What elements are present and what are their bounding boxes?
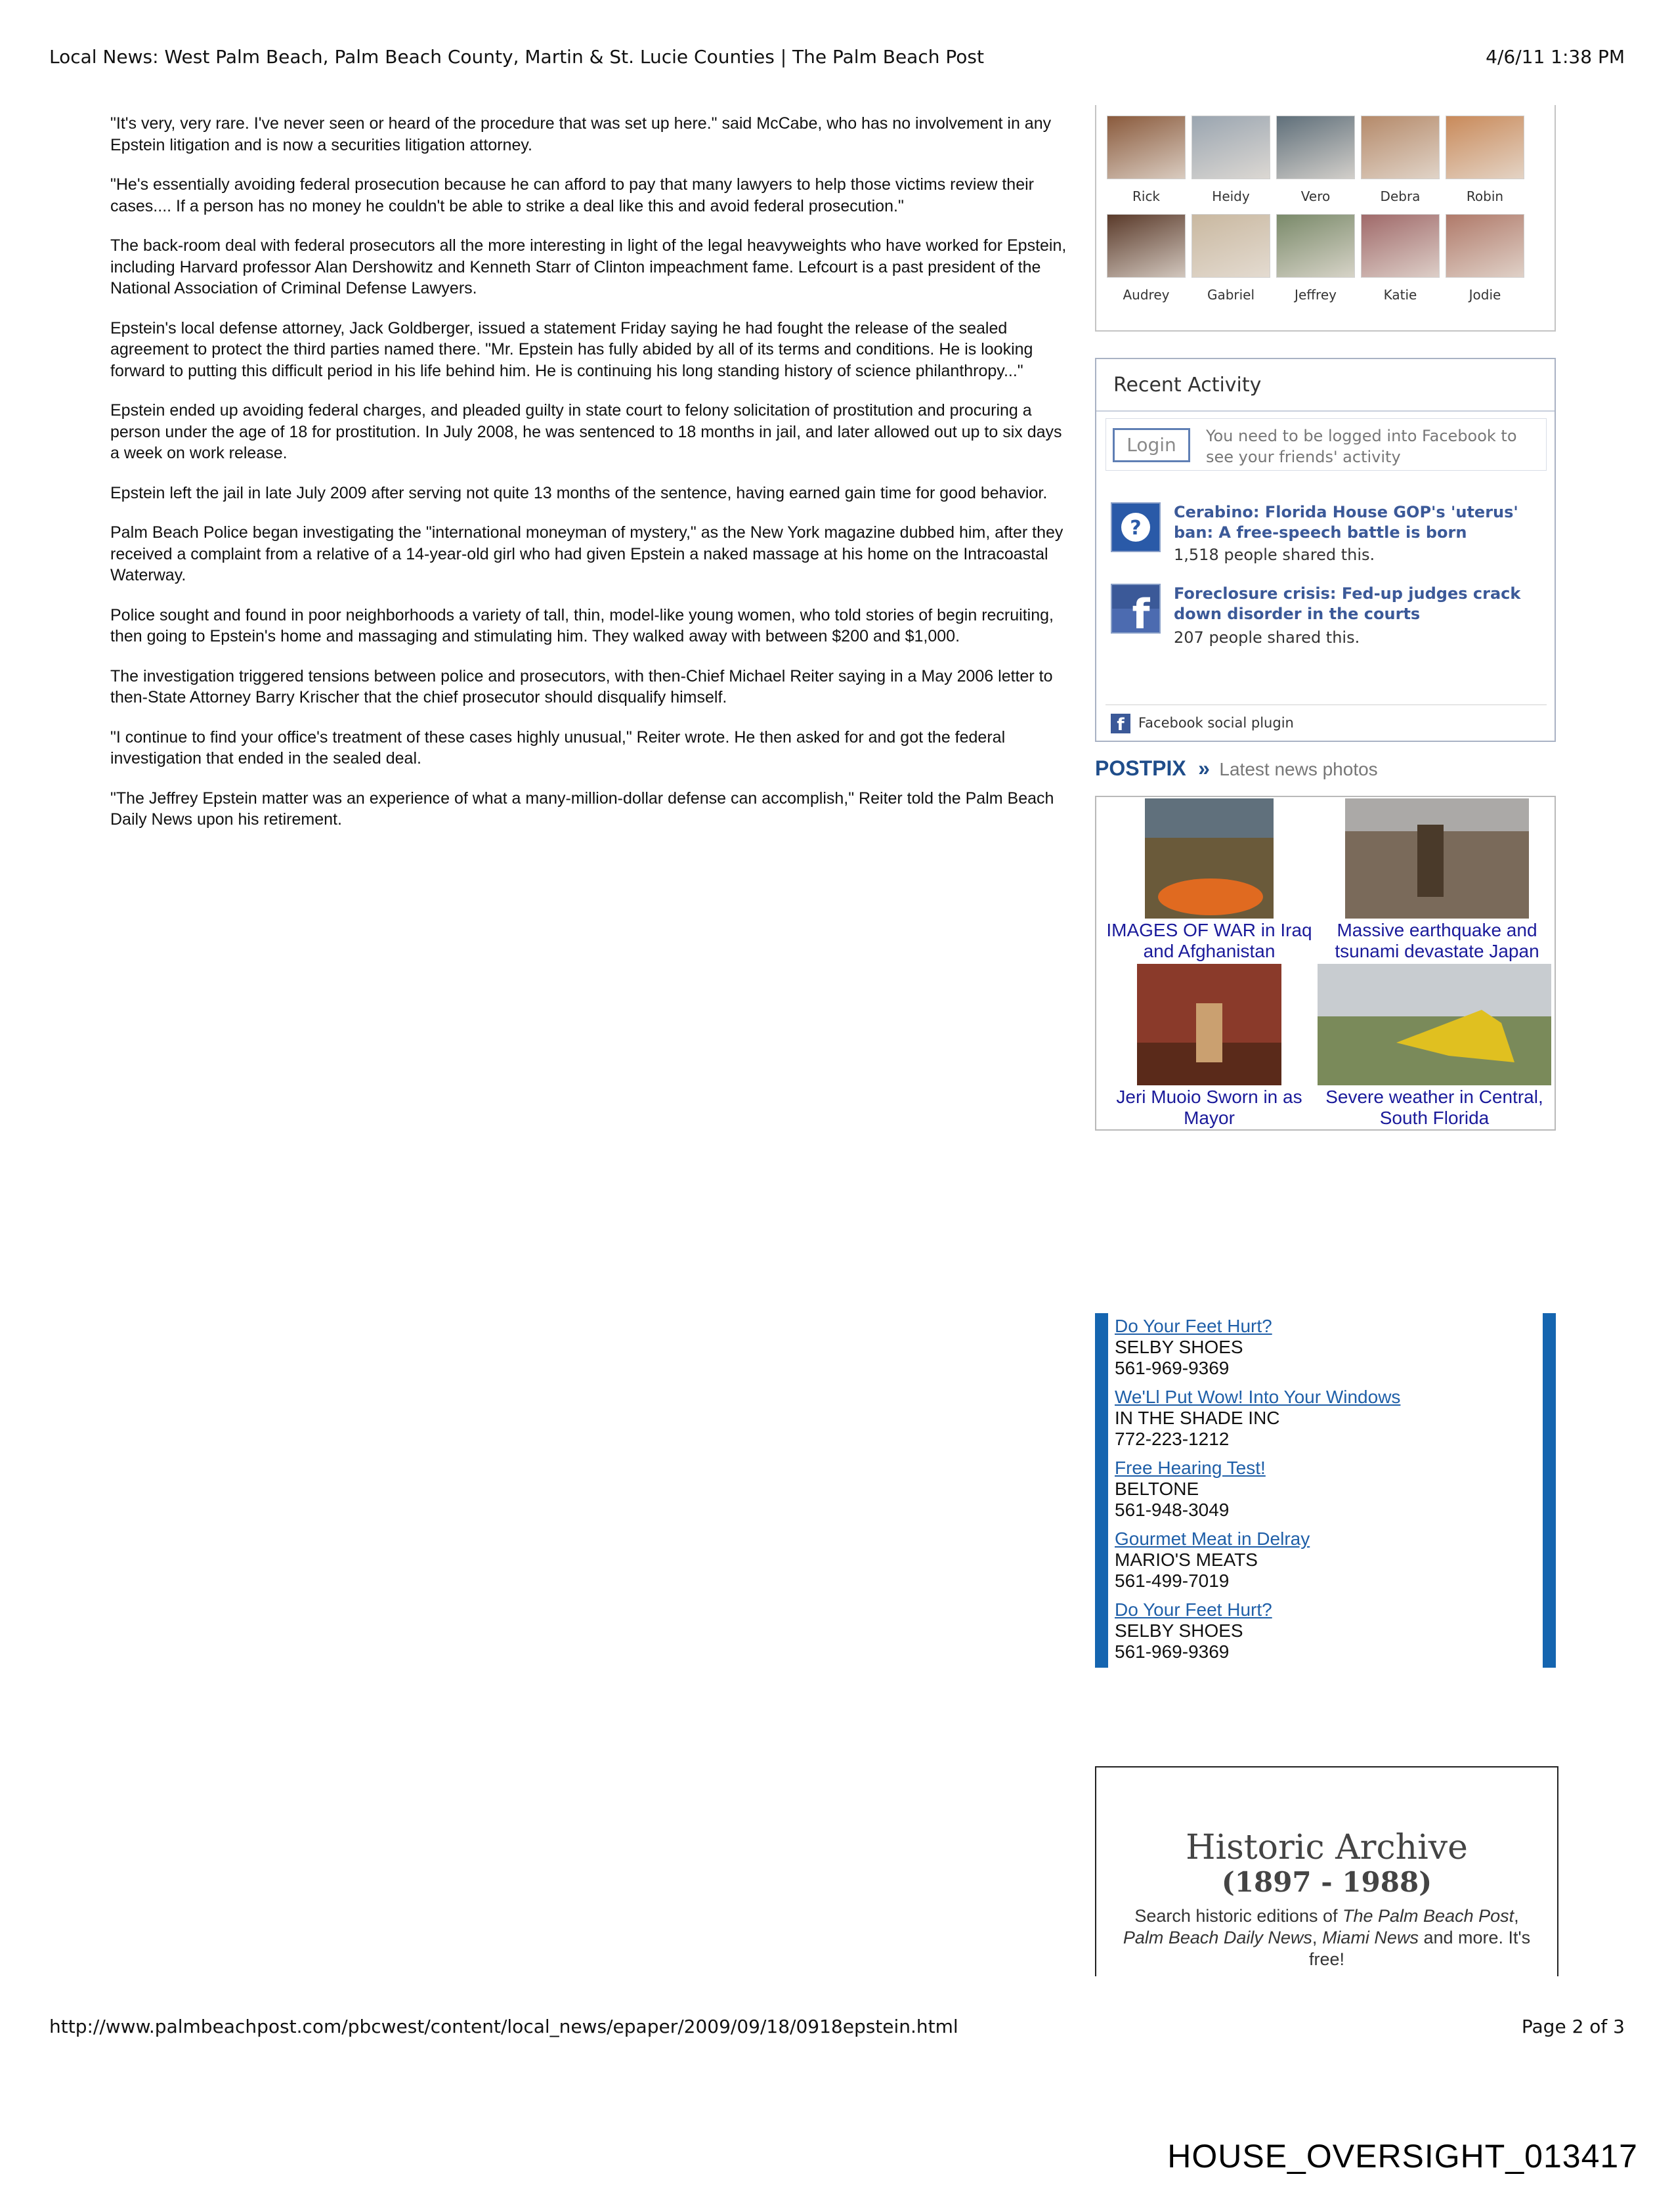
article-paragraph: "It's very, very rare. I've never seen or heard of the procedure that was set up here." said McCabe, who has no involvement in any Epstein litigation and is now a securities litigation attorney. — [110, 114, 1052, 154]
postpix-header — [1095, 756, 1378, 783]
gallery-caption-link[interactable]: IMAGES OF WAR in Iraq and Afghanistan — [1106, 920, 1312, 961]
friend-name[interactable]: Rick — [1132, 188, 1161, 204]
friend-avatar[interactable] — [1361, 116, 1440, 179]
friend-avatar[interactable] — [1446, 214, 1524, 278]
historic-archive-promo[interactable] — [1095, 1766, 1558, 1976]
publication-name: Miami News — [1321, 1928, 1419, 1947]
friend-item[interactable] — [1276, 116, 1355, 204]
archive-desc-text: and more. It's free! — [1308, 1928, 1531, 1969]
facebook-icon — [1111, 584, 1161, 634]
friend-item[interactable] — [1107, 116, 1186, 204]
ad-item[interactable] — [1115, 1387, 1400, 1450]
ad-phone: 561-499-7019 — [1115, 1571, 1230, 1591]
archive-desc-text: Search historic editions of — [1134, 1906, 1342, 1926]
publication-name: The Palm Beach Post — [1342, 1906, 1514, 1926]
story-headline-link[interactable]: Foreclosure crisis: Fed-up judges crack down disorder in the courts — [1174, 584, 1521, 623]
publication-name: Palm Beach Daily News — [1123, 1928, 1312, 1947]
gallery-caption-link[interactable]: Severe weather in Central, South Florida — [1325, 1087, 1543, 1128]
friend-item[interactable] — [1446, 214, 1524, 303]
ad-link[interactable]: Free Hearing Test! — [1115, 1458, 1266, 1478]
friend-avatar[interactable] — [1191, 116, 1270, 179]
ad-phone: 561-948-3049 — [1115, 1500, 1230, 1520]
friend-item[interactable] — [1446, 116, 1524, 204]
facebook-friends-panel — [1095, 105, 1556, 332]
friend-name[interactable]: Katie — [1383, 287, 1417, 303]
recent-activity-widget — [1095, 358, 1556, 742]
page-url: http://www.palmbeachpost.com/pbcwest/content/local_news/epaper/2009/09/18/0918epstein.html — [49, 2016, 958, 2037]
article-paragraph: Epstein ended up avoiding federal charges, and pleaded guilty in state court to felony solicitation of prostitution and procuring a person under the age of 18 for prostitution. In July 2008, he was sentenced to 18 months in jail, and later allowed out up to six days a week on work release. — [110, 401, 1062, 462]
ad-item[interactable] — [1115, 1529, 1310, 1592]
friend-name[interactable]: Gabriel — [1207, 287, 1255, 303]
ad-link[interactable]: Gourmet Meat in Delray — [1115, 1529, 1310, 1549]
ad-company: IN THE SHADE INC — [1115, 1408, 1280, 1428]
postpix-subtitle: Latest news photos — [1219, 759, 1378, 779]
ad-link[interactable]: Do Your Feet Hurt? — [1115, 1599, 1272, 1620]
login-message: You need to be logged into Facebook to see your friends' activity — [1206, 427, 1517, 466]
friend-name[interactable]: Jodie — [1469, 287, 1501, 303]
article-paragraph: The back-room deal with federal prosecutors all the more interesting in light of the legal heavyweights who have worked for Epstein, including Harvard professor Alan Dershowitz and Kenneth Starr of Clinton impeachment fame. Lefcourt is a past president of the National Association of Criminal Defense Lawyers. — [110, 236, 1067, 297]
ad-company: SELBY SHOES — [1115, 1337, 1243, 1357]
gallery-photo[interactable] — [1318, 964, 1551, 1085]
ad-phone: 772-223-1212 — [1115, 1429, 1230, 1449]
login-button[interactable]: Login — [1113, 428, 1190, 462]
recent-activity-title: Recent Activity — [1113, 374, 1262, 397]
article-paragraph: The investigation triggered tensions between police and prosecutors, with then-Chief Michael Reiter saying in a May 2006 letter to then-State Attorney Barry Krischer that the chief prosecutor should disqualify himself. — [110, 666, 1053, 706]
friend-item[interactable] — [1361, 116, 1440, 204]
friend-name[interactable]: Debra — [1380, 188, 1421, 204]
article-paragraph: "He's essentially avoiding federal prosecution because he can afford to pay that many lawyers to help those victims review their cases.... If a person has no money he couldn't be able to strike a deal like this and avoid federal prosecution." — [110, 175, 1034, 215]
story-share-count: 1,518 people shared this. — [1174, 546, 1375, 564]
article-paragraph: Police sought and found in poor neighborhoods a variety of tall, thin, model-like young women, who told stories of begin recruiting, then going to Epstein's home and massaging and stimulating him. They walked away with between $200 and $1,000. — [110, 605, 1054, 645]
ad-item[interactable] — [1115, 1316, 1272, 1379]
friend-name[interactable]: Audrey — [1123, 287, 1170, 303]
page-title: Local News: West Palm Beach, Palm Beach County, Martin & St. Lucie Counties | The Palm Beach Post — [49, 46, 984, 68]
print-footer — [49, 2016, 1625, 2042]
article-body — [110, 113, 1069, 849]
friend-item[interactable] — [1276, 214, 1355, 303]
article-paragraph: "The Jeffrey Epstein matter was an experience of what a many-million-dollar defense can accomplish," Reiter told the Palm Beach Daily News upon his retirement. — [110, 789, 1054, 829]
friend-avatar[interactable] — [1446, 116, 1524, 179]
login-prompt — [1105, 418, 1547, 471]
gallery-caption-link[interactable]: Massive earthquake and tsunami devastate Japan — [1335, 920, 1539, 961]
facebook-icon: f — [1111, 714, 1130, 733]
article-paragraph: Palm Beach Police began investigating the "international moneyman of mystery," as the New York magazine dubbed him, after they received a complaint from a relative of a 14-year-old girl who had given Epstein a naked massage at his home on the Intracoastal Waterway. — [110, 523, 1063, 584]
friend-item[interactable] — [1361, 214, 1440, 303]
gallery-caption-link[interactable]: Jeri Muoio Sworn in as Mayor — [1116, 1087, 1302, 1128]
gallery-item[interactable] — [1098, 964, 1321, 1129]
postpix-brand-link[interactable]: POSTPIX — [1095, 756, 1186, 780]
friend-avatar[interactable] — [1107, 116, 1186, 179]
archive-desc-text: , — [1514, 1906, 1519, 1926]
print-header — [49, 46, 1625, 72]
ad-item[interactable] — [1115, 1599, 1272, 1662]
archive-title[interactable]: Historic Archive — [1186, 1828, 1468, 1867]
svg-text:f: f — [1132, 590, 1150, 632]
friend-item[interactable] — [1191, 214, 1270, 303]
friend-item[interactable] — [1107, 214, 1186, 303]
ad-company: MARIO'S MEATS — [1115, 1550, 1258, 1570]
plugin-label[interactable]: Facebook social plugin — [1138, 715, 1294, 731]
archive-desc-text: , — [1312, 1928, 1322, 1947]
ad-phone: 561-969-9369 — [1115, 1641, 1230, 1662]
friend-name[interactable]: Robin — [1466, 188, 1504, 204]
divider — [1096, 410, 1555, 412]
ad-company: SELBY SHOES — [1115, 1620, 1243, 1641]
friend-name[interactable]: Jeffrey — [1295, 287, 1337, 303]
friend-name[interactable]: Vero — [1300, 188, 1331, 204]
bates-stamp: HOUSE_OVERSIGHT_013417 — [1167, 2138, 1638, 2175]
archive-description — [1123, 1905, 1531, 1970]
story-share-count: 207 people shared this. — [1174, 628, 1360, 647]
ad-phone: 561-969-9369 — [1115, 1358, 1230, 1378]
chevron-double-right-icon: » — [1198, 756, 1210, 780]
gallery-photo[interactable] — [1137, 964, 1281, 1085]
article-paragraph: Epstein left the jail in late July 2009 after serving not quite 13 months of the sentence, having earned gain time for good behavior. — [110, 483, 1048, 502]
ad-item[interactable] — [1115, 1458, 1266, 1521]
friend-avatar[interactable] — [1191, 214, 1270, 278]
gallery-item[interactable] — [1313, 964, 1556, 1129]
page-number: Page 2 of 3 — [1521, 2016, 1625, 2037]
article-paragraph: "I continue to find your office's treatment of these cases highly unusual," Reiter wrote. He then asked for and got the federal investigation that ended in the sealed deal. — [110, 727, 1006, 768]
ad-company: BELTONE — [1115, 1479, 1199, 1499]
question-icon — [1111, 502, 1161, 552]
ad-link[interactable]: Do Your Feet Hurt? — [1115, 1316, 1272, 1336]
gallery-photo[interactable] — [1345, 798, 1529, 919]
svg-text:?: ? — [1130, 517, 1142, 540]
ad-link[interactable]: We'Ll Put Wow! Into Your Windows — [1115, 1387, 1401, 1407]
story-headline-link[interactable]: Cerabino: Florida House GOP's 'uterus' ban: A free-speech battle is born — [1174, 503, 1518, 542]
friend-avatar[interactable] — [1361, 214, 1440, 278]
friend-item[interactable] — [1191, 116, 1270, 204]
gallery-photo[interactable] — [1145, 798, 1274, 919]
friend-avatar[interactable] — [1276, 214, 1355, 278]
archive-years: (1897 - 1988) — [1221, 1866, 1432, 1898]
facebook-social-plugin[interactable] — [1111, 714, 1294, 733]
print-datetime: 4/6/11 1:38 PM — [1486, 46, 1625, 68]
gallery-item[interactable] — [1322, 798, 1552, 962]
article-paragraph: Epstein's local defense attorney, Jack Goldberger, issued a statement Friday saying he had fought the release of the sealed agreement to protect the third parties named there. "Mr. Epstein has fully abided by all of its terms and conditions. He is looking forward to putting this difficult period in his life behind him. He is continuing his long standing history of science philanthropy..." — [110, 318, 1033, 380]
gallery-item[interactable] — [1098, 798, 1321, 962]
friend-avatar[interactable] — [1107, 214, 1186, 278]
postpix-gallery — [1095, 796, 1556, 1131]
friend-avatar[interactable] — [1276, 116, 1355, 179]
sponsored-ads — [1095, 1313, 1556, 1668]
friend-name[interactable]: Heidy — [1212, 188, 1250, 204]
